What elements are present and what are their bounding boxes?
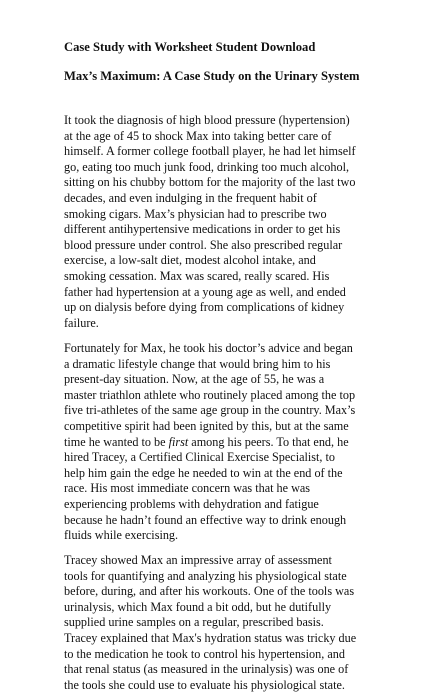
case-study-subtitle: Max’s Maximum: A Case Study on the Urinary System (64, 69, 360, 83)
paragraph-line: blood pressure under control. She also prescribed regular (64, 237, 343, 252)
paragraph-line: Tracey explained that Max's hydration status was tricky due (64, 630, 357, 645)
paragraph-line: the tools she could use to evaluate his physiological state. (64, 677, 345, 692)
paragraph-line: different antihypertensive medications in order to get his (64, 222, 341, 237)
paragraph-line: up on dialysis before dying from complications of kidney (64, 300, 345, 315)
body-paragraph-3 (64, 553, 394, 693)
paragraph-line: five tri-athletes of the same age group in the country. Max’s (64, 403, 356, 418)
paragraph-line: sitting on his chubby bottom for the majority of the last two (64, 175, 356, 190)
paragraph-line: smoking cigars. Max’s physician had to prescribe two (64, 206, 327, 221)
paragraph-line: father had hypertension at a young age as well, and ended (64, 284, 346, 299)
paragraph-line: Fortunately for Max, he took his doctor’s advice and began (64, 341, 353, 355)
paragraph-line: present-day situation. Now, at the age of 55, he was a (64, 372, 325, 387)
paragraph-line: go, eating too much junk food, drinking too much alcohol, (64, 159, 350, 174)
paragraph-line: before, during, and after his workouts. One of the tools was (64, 584, 355, 599)
paragraph-line: It took the diagnosis of high blood pressure (hypertension) (64, 113, 350, 127)
paragraph-line: experiencing problems with dehydration and fatigue (64, 496, 319, 511)
paragraph-line: at the age of 45 to shock Max into taking better care of (64, 128, 332, 143)
paragraph-line: race. His most immediate concern was that he was (64, 481, 311, 496)
paragraph-line: urinalysis, which Max found a bit odd, but he dutifully (64, 599, 332, 614)
paragraph-line: help him gain the edge he needed to win at the end of the (64, 465, 343, 480)
paragraph-line: fluids while exercising. (64, 528, 179, 543)
paragraph-line: hired Tracey, a Certified Clinical Exercise Specialist, to (64, 450, 335, 465)
paragraph-line: smoking cessation. Max was scared, really scared. His (64, 268, 330, 283)
paragraph-line: tools for quantifying and analyzing his physiological state (64, 568, 347, 583)
paragraph-line: supplied urine samples on a regular, prescribed basis. (64, 615, 324, 630)
paragraph-line: failure. (64, 315, 99, 330)
line-text: among his peers. To that end, he (188, 434, 349, 449)
paragraph-line-emphasis (64, 435, 394, 451)
emphasized-word: first (168, 434, 189, 449)
paragraph-line: master triathlon athlete who routinely placed among the top (64, 387, 356, 402)
paragraph-line: Tracey showed Max an impressive array of assessment (64, 553, 332, 567)
paragraph-line: a dramatic lifestyle change that would bring him to his (64, 356, 331, 371)
paragraph-line: himself. A former college football player, he had let himself (64, 144, 356, 159)
paragraph-line: to the medication he took to control his hypertension, and (64, 646, 345, 661)
paragraph-line: decades, and even indulging in the frequent habit of (64, 190, 317, 205)
document-title: Case Study with Worksheet Student Download (64, 40, 316, 54)
line-text: time he wanted to be (64, 434, 169, 449)
paragraph-line: exercise, a low-salt diet, modest alcohol intake, and (64, 253, 316, 268)
paragraph-line: competitive spirit had been ignited by this, but at the same (64, 418, 349, 433)
paragraph-line: that renal status (as measured in the urinalysis) was one of (64, 662, 349, 677)
body-paragraph-1 (64, 113, 394, 331)
paragraph-line: because he hadn’t found an effective way to drink enough (64, 512, 347, 527)
body-paragraph-2 (64, 341, 394, 544)
